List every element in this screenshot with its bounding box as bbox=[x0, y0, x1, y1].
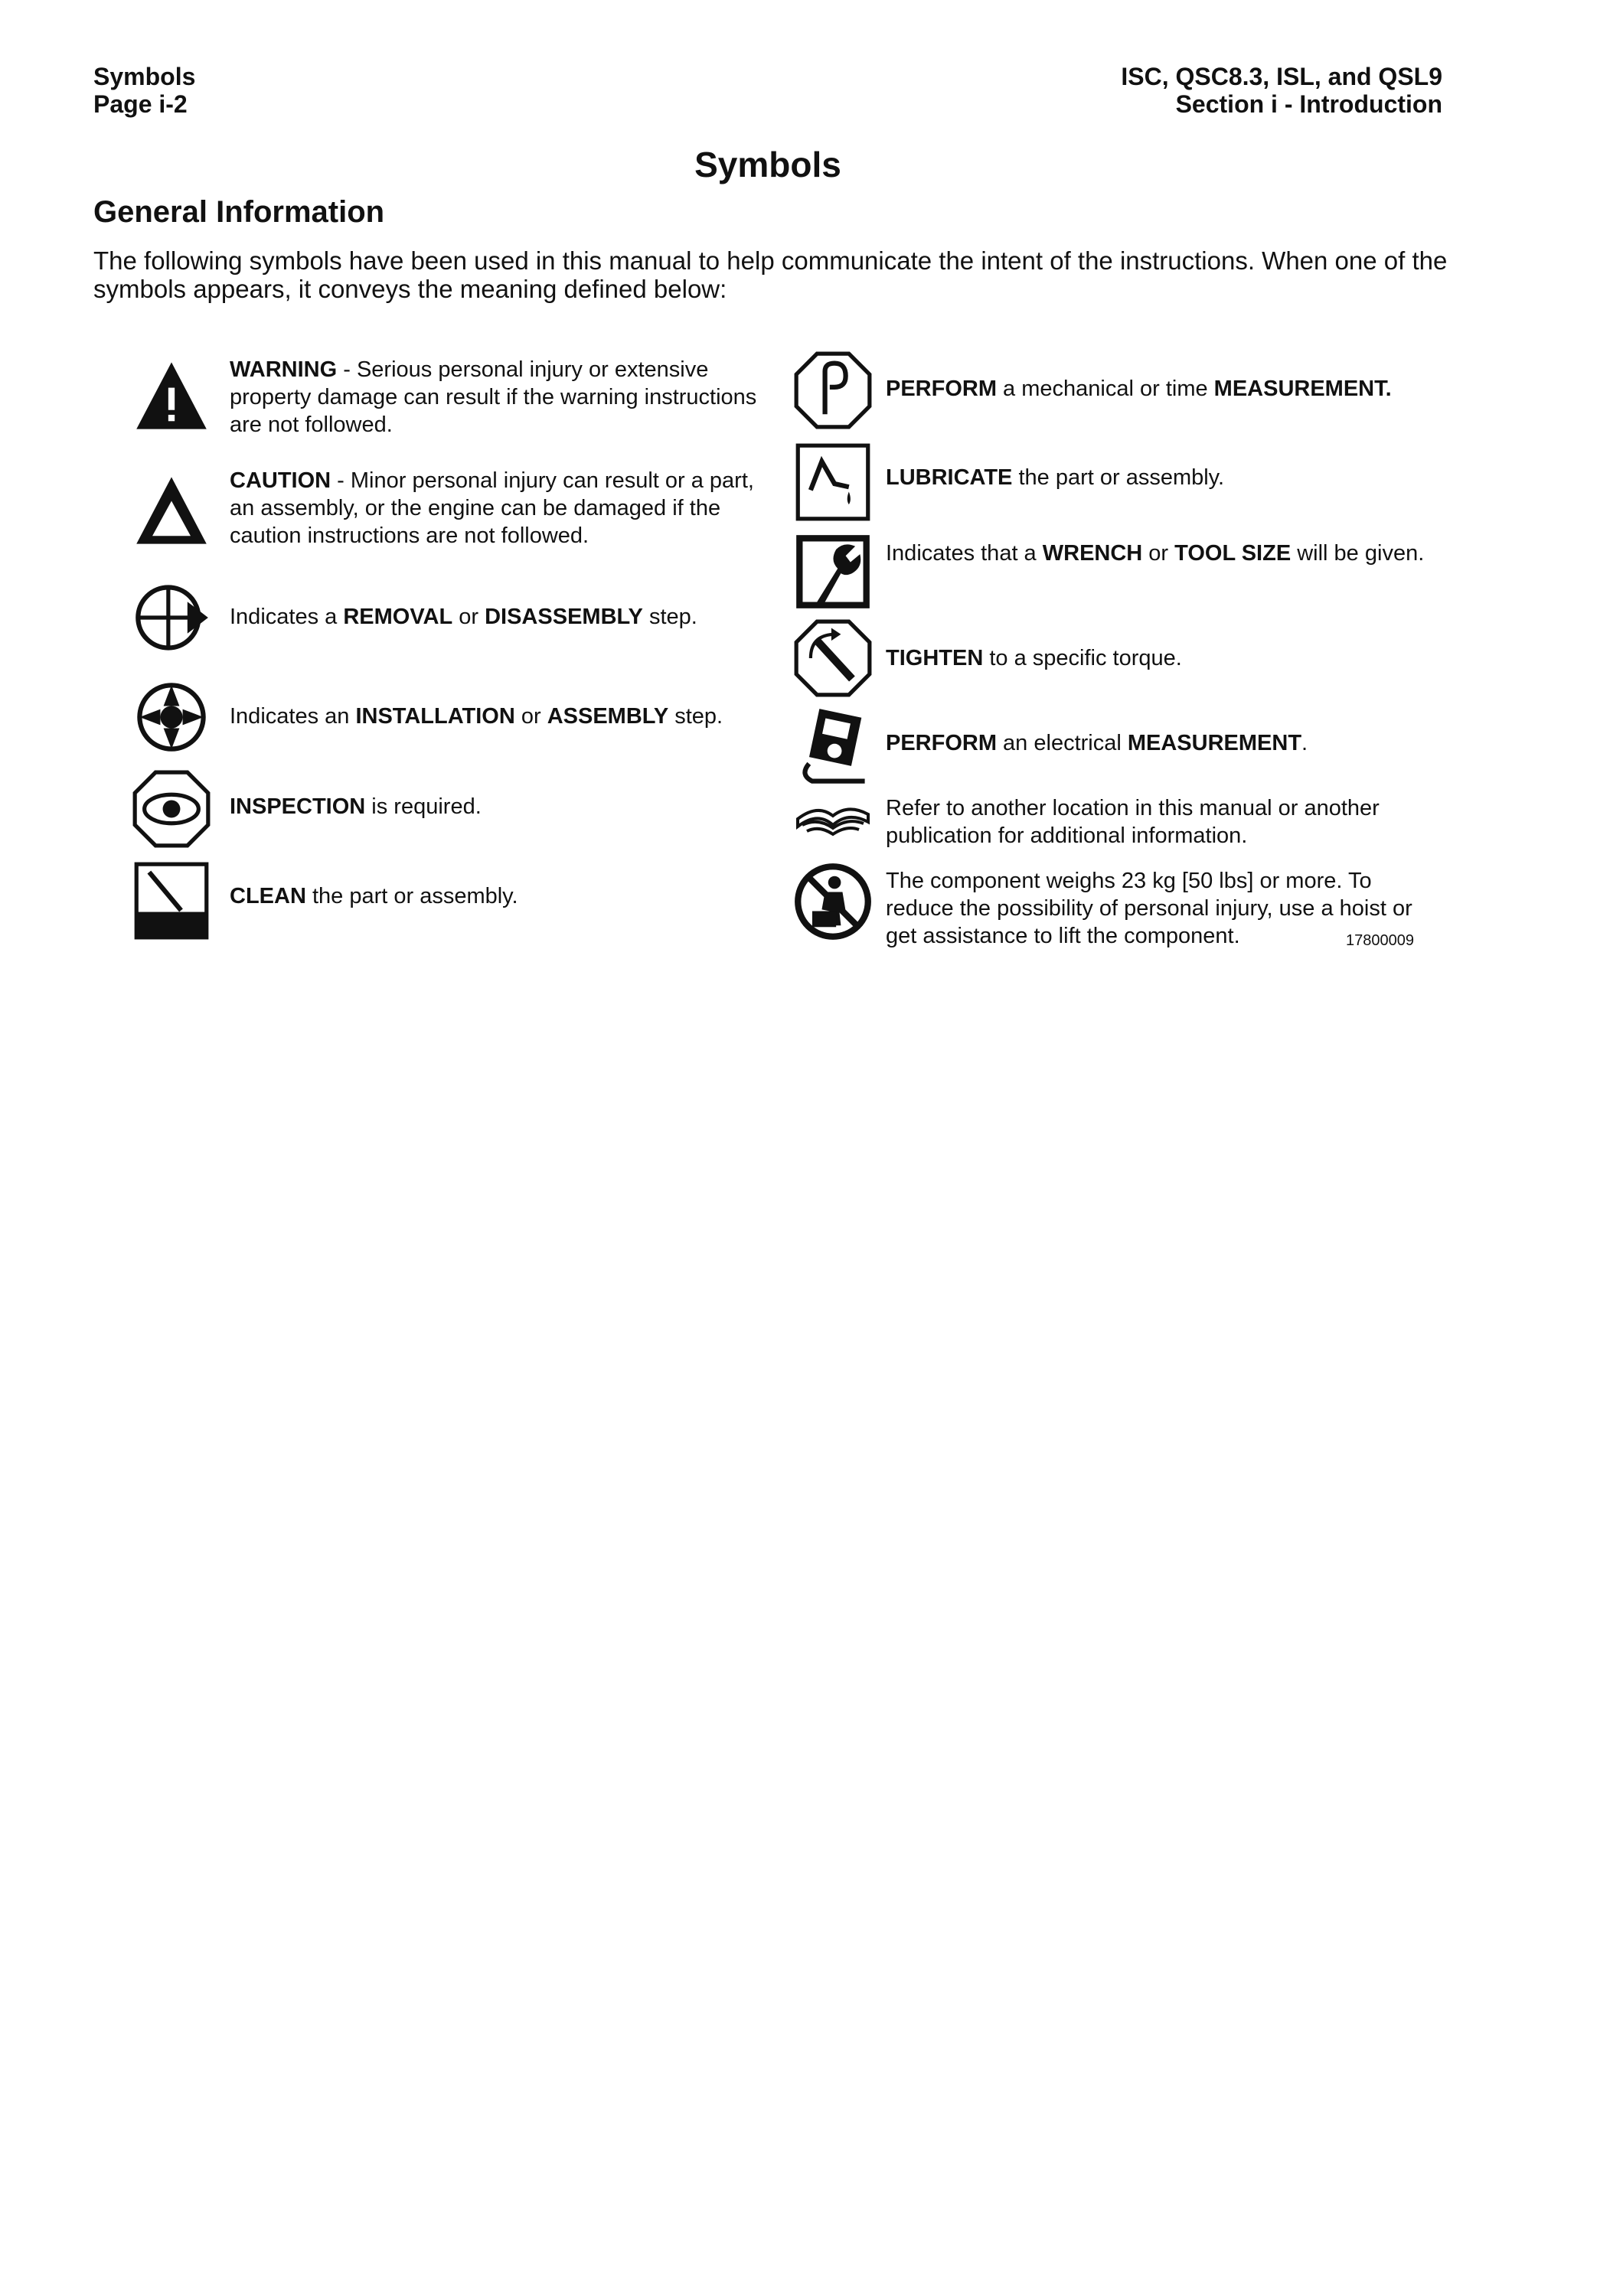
wrench-text bbox=[886, 540, 1468, 567]
page-title: Symbols bbox=[694, 145, 841, 184]
tighten-label: TIGHTEN bbox=[886, 646, 984, 670]
reference-text: Refer to another location in this manual or another publication for additional information. bbox=[886, 796, 1380, 848]
warning-desc: - Serious personal injury or extensive property damage can result if the warning instructions are not followed. bbox=[230, 357, 757, 437]
installation-desc: step. bbox=[668, 704, 723, 729]
electrical-measurement-label: MEASUREMENT bbox=[1127, 731, 1302, 755]
installation-mid: or bbox=[514, 704, 547, 729]
warning-label: WARNING bbox=[230, 357, 338, 382]
mechanical-measure-text bbox=[886, 375, 1468, 403]
electrical-mid: an electrical bbox=[997, 731, 1128, 755]
removal-desc: step. bbox=[642, 605, 697, 629]
caution-text bbox=[230, 467, 766, 550]
figure-number: 17800009 bbox=[1346, 932, 1414, 949]
header-right-line1: ISC, QSC8.3, ISL, and QSL9 bbox=[1121, 63, 1442, 90]
torque-icon bbox=[793, 618, 873, 698]
disassembly-label: DISASSEMBLY bbox=[485, 605, 643, 629]
caution-triangle-icon bbox=[132, 471, 211, 550]
installation-text bbox=[230, 703, 781, 730]
caution-desc: - Minor personal injury can result or a part, an assembly, or the engine can be damaged if the caution instructions are not followed. bbox=[230, 468, 754, 548]
lubricate-text bbox=[886, 464, 1468, 491]
installation-icon bbox=[132, 677, 211, 757]
mechanical-measure-icon bbox=[793, 351, 873, 430]
inspection-desc: is required. bbox=[365, 794, 482, 819]
header-right-line2: Section i - Introduction bbox=[1175, 90, 1442, 118]
clean-text bbox=[230, 882, 766, 910]
wrench-mid: or bbox=[1142, 541, 1175, 566]
wrench-desc: will be given. bbox=[1291, 541, 1425, 566]
wrench-icon bbox=[793, 532, 873, 612]
lubricate-label: LUBRICATE bbox=[886, 465, 1013, 490]
tool-size-label: TOOL SIZE bbox=[1174, 541, 1292, 566]
installation-label: INSTALLATION bbox=[355, 704, 515, 729]
assembly-label: ASSEMBLY bbox=[547, 704, 669, 729]
perform-electrical-label: PERFORM bbox=[886, 731, 997, 755]
inspection-eye-icon bbox=[132, 769, 211, 849]
header-right bbox=[1121, 63, 1442, 118]
lubricate-icon bbox=[793, 442, 873, 522]
installation-pre: Indicates an bbox=[230, 704, 356, 729]
clean-desc: the part or assembly. bbox=[305, 884, 518, 908]
mechanical-mid: a mechanical or time bbox=[997, 377, 1214, 401]
inspection-label: INSPECTION bbox=[230, 794, 366, 819]
lubricate-desc: the part or assembly. bbox=[1012, 465, 1225, 490]
wrench-pre: Indicates that a bbox=[886, 541, 1043, 566]
torque-desc: to a specific torque. bbox=[983, 646, 1182, 670]
caution-label: CAUTION bbox=[230, 468, 331, 493]
torque-text bbox=[886, 644, 1468, 672]
measurement-label: MEASUREMENT. bbox=[1213, 377, 1392, 401]
electrical-desc: . bbox=[1301, 731, 1308, 755]
clean-label: CLEAN bbox=[230, 884, 306, 908]
removal-pre: Indicates a bbox=[230, 605, 344, 629]
removal-icon bbox=[132, 578, 211, 657]
electrical-measure-text bbox=[886, 729, 1468, 757]
header-left-line2: Page i-2 bbox=[93, 90, 188, 118]
heavy-lift-text: The component weighs 23 kg [50 lbs] or more. To reduce the possibility of personal injury, use a hoist or get assistance to lift the component. bbox=[886, 869, 1412, 948]
removal-label: REMOVAL bbox=[343, 605, 453, 629]
warning-triangle-icon bbox=[132, 356, 211, 435]
header-left bbox=[93, 63, 195, 118]
inspection-text bbox=[230, 793, 766, 820]
header-left-line1: Symbols bbox=[93, 63, 196, 90]
wrench-label: WRENCH bbox=[1042, 541, 1143, 566]
section-heading: General Information bbox=[93, 195, 385, 229]
reference-book-icon bbox=[793, 788, 873, 842]
clean-brush-icon bbox=[132, 861, 211, 941]
intro-paragraph: The following symbols have been used in this manual to help communicate the intent of the instructions. When one of the symbols appears, it conveys the meaning defined below: bbox=[93, 246, 1448, 303]
warning-text bbox=[230, 356, 758, 439]
perform-label: PERFORM bbox=[886, 377, 997, 401]
removal-mid: or bbox=[452, 605, 485, 629]
heavy-lift-icon bbox=[793, 862, 873, 941]
electrical-measure-icon bbox=[793, 708, 873, 788]
removal-text bbox=[230, 603, 781, 631]
